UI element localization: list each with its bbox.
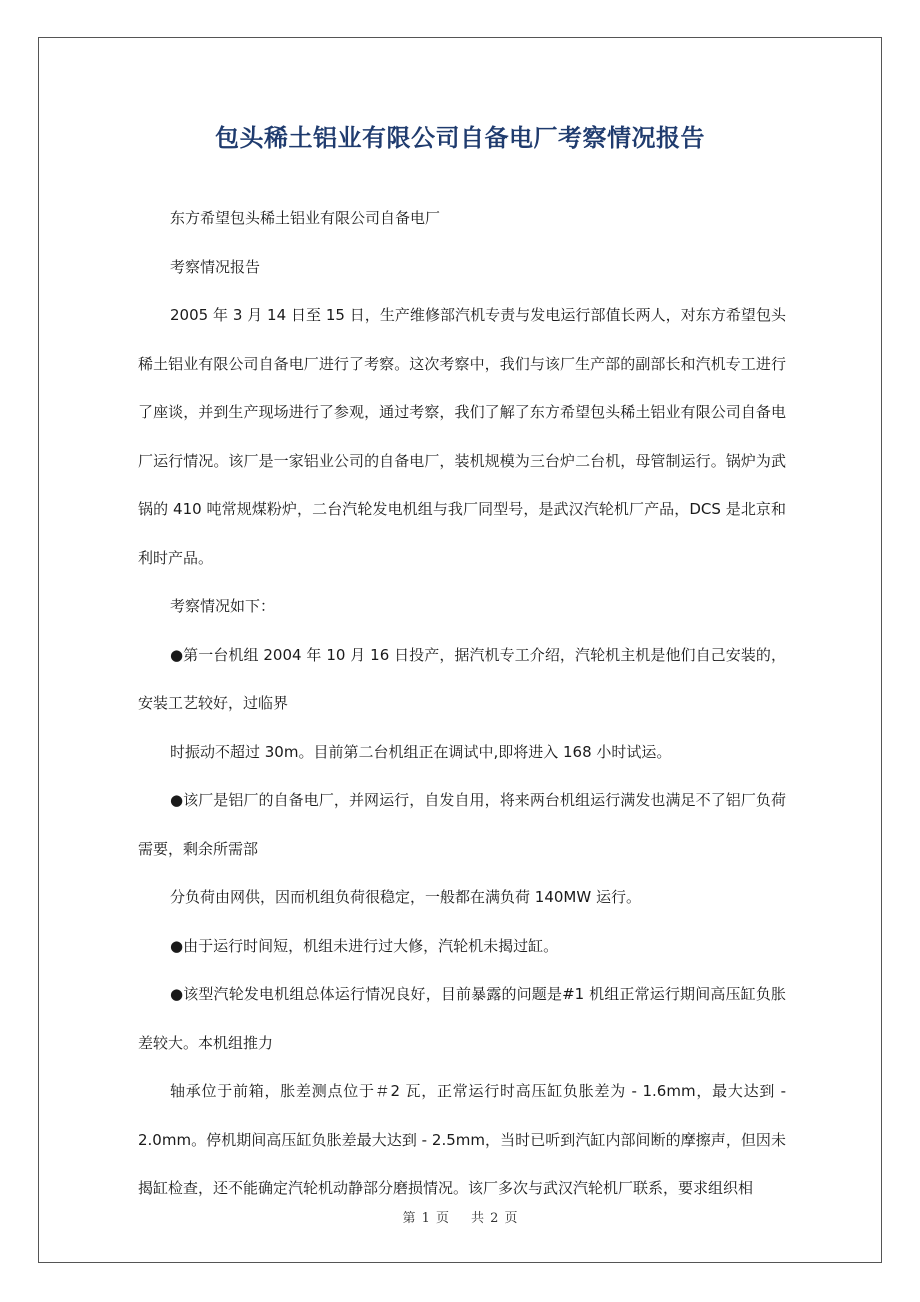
paragraph-bullet-2: ●该厂是铝厂的自备电厂，并网运行，自发自用，将来两台机组运行满发也满足不了铝厂负荷需要，剩余所需部 [138, 791, 786, 858]
document-body [138, 194, 786, 1213]
paragraph-bullet-2-cont: 分负荷由网供，因而机组负荷很稳定，一般都在满负荷 140MW 运行。 [170, 888, 641, 906]
paragraph-bullet-4: ●该型汽轮发电机组总体运行情况良好，目前暴露的问题是#1 机组正常运行期间高压缸负胀差较大。本机组推力 [138, 985, 786, 1052]
paragraph-intro: 2005 年 3 月 14 日至 15 日，生产维修部汽机专责与发电运行部值长两人，对东方希望包头稀土铝业有限公司自备电厂进行了考察。这次考察中，我们与该厂生产部的副部长和汽机专工进行了座谈，并到生产现场进行了参观，通过考察，我们了解了东方希望包头稀土铝业有限公司自备电厂运行情况。该厂是一家铝业公司的自备电厂，装机规模为三台炉二台机，母管制运行。锅炉为武锅的 410 吨常规煤粉炉，二台汽轮发电机组与我厂同型号，是武汉汽轮机厂产品，DCS 是北京和利时产品。 [138, 306, 786, 567]
paragraph-report-label: 考察情况报告 [170, 257, 261, 276]
paragraph-findings-heading: 考察情况如下： [170, 597, 276, 615]
page-number: 第 1 页 [402, 1211, 449, 1226]
paragraph-company: 东方希望包头稀土铝业有限公司自备电厂 [170, 209, 441, 227]
document-title: 包头稀土铝业有限公司自备电厂考察情况报告 [215, 124, 705, 152]
paragraph-bullet-3: ●由于运行时间短，机组未进行过大修，汽轮机未揭过缸。 [170, 936, 559, 955]
paragraph-bullet-4-cont: 轴承位于前箱，胀差测点位于＃2 瓦，正常运行时高压缸负胀差为 - 1.6mm，最大达到 - 2.0mm。停机期间高压缸负胀差最大达到 - 2.5mm，当时已听到汽缸内部间断的摩擦声，但因未揭缸检查，还不能确定汽轮机动静部分磨损情况。该厂多次与武汉汽轮机厂联系，要求组织相 [138, 1082, 786, 1197]
paragraph-bullet-1-cont: 时振动不超过 30m。目前第二台机组正在调试中,即将进入 168 小时试运。 [170, 742, 672, 761]
paragraph-bullet-1: ●第一台机组 2004 年 10 月 16 日投产，据汽机专工介绍，汽轮机主机是他们自己安装的，安装工艺较好，过临界 [138, 645, 786, 712]
page-footer [38, 1207, 882, 1226]
page-total: 共 2 页 [471, 1211, 518, 1226]
